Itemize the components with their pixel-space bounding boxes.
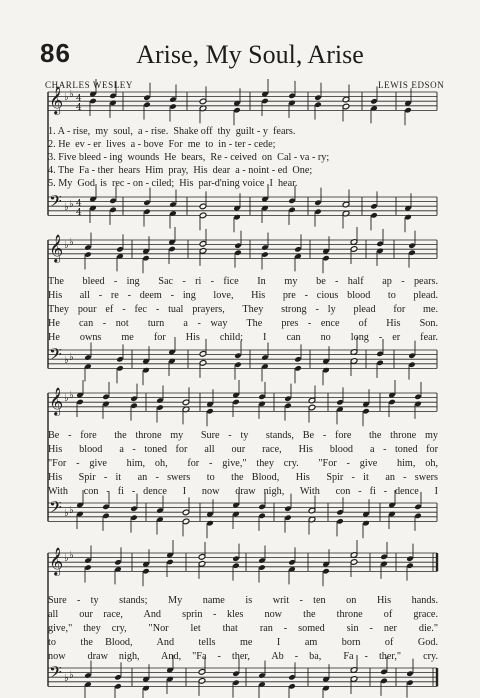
lyric-line: 4. The Fa - ther hears Him pray, His dear a - noint - ed One; (48, 165, 313, 176)
flat-sign: ♭ (69, 390, 74, 401)
lyric-line: With con - fi - dence I now draw nigh, With con - fi - dence I (48, 486, 438, 497)
lyric-line: His Spir - it an - swers to the Blood, His Spir - it an - swers (48, 472, 438, 483)
flat-sign: ♭ (64, 553, 69, 564)
bass-clef: 𝄢 (49, 497, 62, 521)
flat-sign: ♭ (69, 352, 74, 363)
flat-sign: ♭ (64, 92, 69, 103)
flat-sign: ♭ (69, 237, 74, 248)
lyric-line: He owns me for His child; I can no long - er fear. (48, 332, 438, 343)
lyric-line: all our race, And sprin - kles now the throne of grace. (48, 609, 438, 620)
lyric-line: 2. He ev - er lives a - bove For me to in - ter - cede; (48, 139, 276, 150)
bass-clef: 𝄢 (49, 662, 62, 686)
treble-clef: 𝄞 (49, 547, 64, 575)
flat-sign: ♭ (64, 202, 69, 213)
lyric-line: They pour ef - fec - tual prayers, They strong - ly plead for me. (48, 304, 438, 315)
lyric-line: "For - give him, oh, for - give," they cry. "For - give him, oh, (48, 458, 438, 469)
lyric-line: 1. A - rise, my soul, a - rise. Shake off thy guilt - y fears. (48, 126, 296, 137)
lyric-line: now draw nigh, And, "Fa - ther, Ab - ba, Fa - ther," cry. (48, 651, 438, 662)
composer-credit: LEWIS EDSON (378, 80, 445, 90)
treble-clef: 𝄞 (49, 387, 64, 415)
flat-sign: ♭ (64, 240, 69, 251)
time-signature: 4 (76, 199, 82, 209)
lyric-line: 5. My God is rec - on - ciled; His par-d'ning voice I hear. (48, 178, 298, 189)
flat-sign: ♭ (64, 508, 69, 519)
lyric-line: Sure - ty stands; My name is writ - ten on His hands. (48, 595, 438, 606)
lyric-line: Be - fore the throne my Sure - ty stands, Be - fore the throne my (48, 430, 438, 441)
flat-sign: ♭ (69, 199, 74, 210)
author-credit: CHARLES WESLEY (45, 80, 133, 90)
lyric-line: 3. Five bleed - ing wounds He bears, Re - ceived on Cal - va - ry; (48, 152, 330, 163)
flat-sign: ♭ (64, 355, 69, 366)
lyric-line: to the Blood, And tells me I am born of God. (48, 637, 438, 648)
lyric-line: He can - not turn a - way The pres - ence of His Son. (48, 318, 438, 329)
flat-sign: ♭ (69, 670, 74, 681)
flat-sign: ♭ (64, 393, 69, 404)
time-signature: 4 (76, 103, 82, 113)
flat-sign: ♭ (69, 89, 74, 100)
time-signature: 4 (76, 94, 82, 104)
hymn-title: Arise, My Soul, Arise (136, 40, 364, 69)
bass-clef: 𝄢 (49, 344, 62, 368)
flat-sign: ♭ (69, 505, 74, 516)
hymn-number: 86 (40, 38, 71, 68)
lyric-line: give," they cry, "Nor let that ran - somed sin - ner die." (48, 623, 438, 634)
treble-clef: 𝄞 (49, 86, 64, 114)
lyric-line: The bleed - ing Sac - ri - fice In my be - half ap - pears. (48, 276, 438, 287)
treble-clef: 𝄞 (49, 234, 64, 262)
flat-sign: ♭ (64, 673, 69, 684)
lyric-line: His blood a - toned for all our race, His blood a - toned for (48, 444, 438, 455)
bass-clef: 𝄢 (49, 191, 62, 215)
flat-sign: ♭ (69, 550, 74, 561)
lyric-line: His all - re - deem - ing love, His pre - cious blood to plead. (48, 290, 438, 301)
time-signature: 4 (76, 208, 82, 218)
